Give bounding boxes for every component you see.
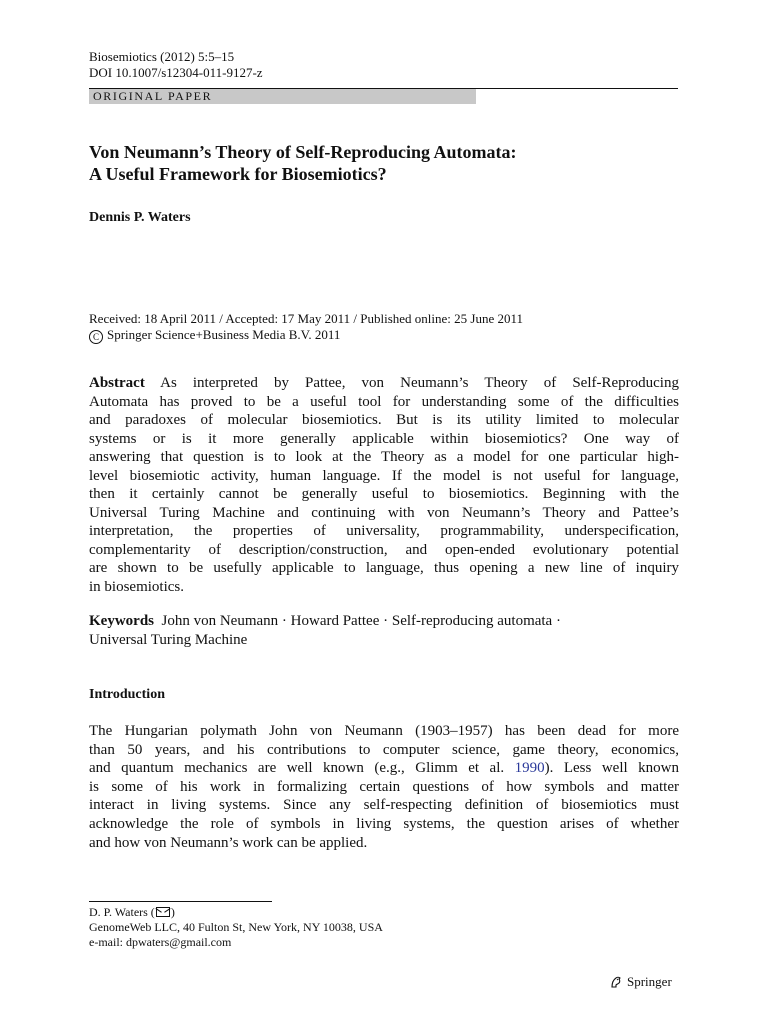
body-line: interact in living systems. Since any self-respecting definition of biosemiotics must [89,797,679,814]
body-line: acknowledge the role of symbols in living systems, the question arises of whether [89,815,679,832]
publisher-logo [609,974,672,990]
author-footnote [89,905,383,950]
body-text: and quantum mechanics are well known (e.g., Glimm et al. [89,760,515,777]
envelope-icon [156,907,170,917]
abstract-line: systems or is it more generally applicable within biosemiotics? One way of [89,430,679,447]
citation-link[interactable]: 1990 [514,760,545,777]
springer-horse-icon [609,975,623,989]
copyright-icon: C [89,330,103,344]
keywords [89,612,679,649]
article-title-line-2: A Useful Framework for Biosemiotics? [89,164,387,184]
footnote-author-close: ) [170,905,175,919]
abstract-line: in biosemiotics. [89,578,184,595]
footnote-affiliation: GenomeWeb LLC, 40 Fulton St, New York, NY 10038, USA [89,920,383,934]
keywords-list: John von Neumann · Howard Pattee · Self-reproducing automata · [161,613,561,629]
abstract-line: interpretation, the properties of universality, programmability, underspecification, [89,523,679,539]
body-line [89,759,679,778]
body-text: ). Less well known [544,760,679,777]
abstract-line: complementarity of description/construction, and open-ended evolutionary potential [89,541,679,558]
publication-info [89,311,523,344]
abstract [89,374,679,596]
doi: DOI 10.1007/s12304-011-9127-z [89,65,263,80]
abstract-line: then it certainly cannot be generally useful to biosemiotics. Beginning with the [89,486,679,502]
publisher-name: Springer [627,974,672,989]
abstract-line: answering that question is to look at the Theory as a model for one particular high- [89,449,679,465]
introduction-paragraph [89,722,679,852]
article-title-line-1: Von Neumann’s Theory of Self-Reproducing Automata: [89,142,517,162]
keywords-label: Keywords [89,613,154,629]
article-title [89,141,689,185]
abstract-line: Automata has proved to be a useful tool for understanding some of the difficulties [89,393,679,410]
footnote-email: e-mail: dpwaters@gmail.com [89,935,232,949]
body-line: and how von Neumann’s work can be applied. [89,834,368,851]
body-line: The Hungarian polymath John von Neumann (1903–1957) has been dead for more [89,723,679,739]
footnote-divider [89,901,272,902]
abstract-line: level biosemiotic activity, human language. If the model is not useful for language, [89,467,679,484]
paper-type-banner [89,88,678,104]
footnote-author-name: D. P. Waters ( [89,905,155,919]
keywords-line: Universal Turing Machine [89,631,248,648]
paper-type-label: ORIGINAL PAPER [93,89,213,103]
abstract-line: and paradoxes of molecular biosemiotics. But is its utility limited to molecular [89,412,679,428]
abstract-line [89,374,679,393]
footnote-author [89,905,383,920]
publication-dates: Received: 18 April 2011 / Accepted: 17 May 2011 / Published online: 25 June 2011 [89,311,523,326]
copyright-text: Springer Science+Business Media B.V. 2011 [107,327,341,342]
abstract-label: Abstract [89,375,145,391]
copyright-line [89,327,523,344]
journal-citation: Biosemiotics (2012) 5:5–15 [89,49,235,64]
keywords-line [89,612,679,631]
journal-meta [89,49,263,81]
body-line: than 50 years, and his contributions to computer science, game theory, economics, [89,741,679,758]
body-line: is some of his work in formalizing certain questions of how symbols and matter [89,778,679,795]
author-name: Dennis P. Waters [89,210,191,225]
abstract-line: Universal Turing Machine and continuing with von Neumann’s Theory and Pattee’s [89,504,679,521]
section-heading-introduction: Introduction [89,687,165,702]
abstract-line-1-text: As interpreted by Pattee, von Neumann’s Theory of Self-Reproducing [160,375,679,391]
abstract-line: are shown to be usefully applicable to language, thus opening a new line of inquiry [89,560,679,576]
